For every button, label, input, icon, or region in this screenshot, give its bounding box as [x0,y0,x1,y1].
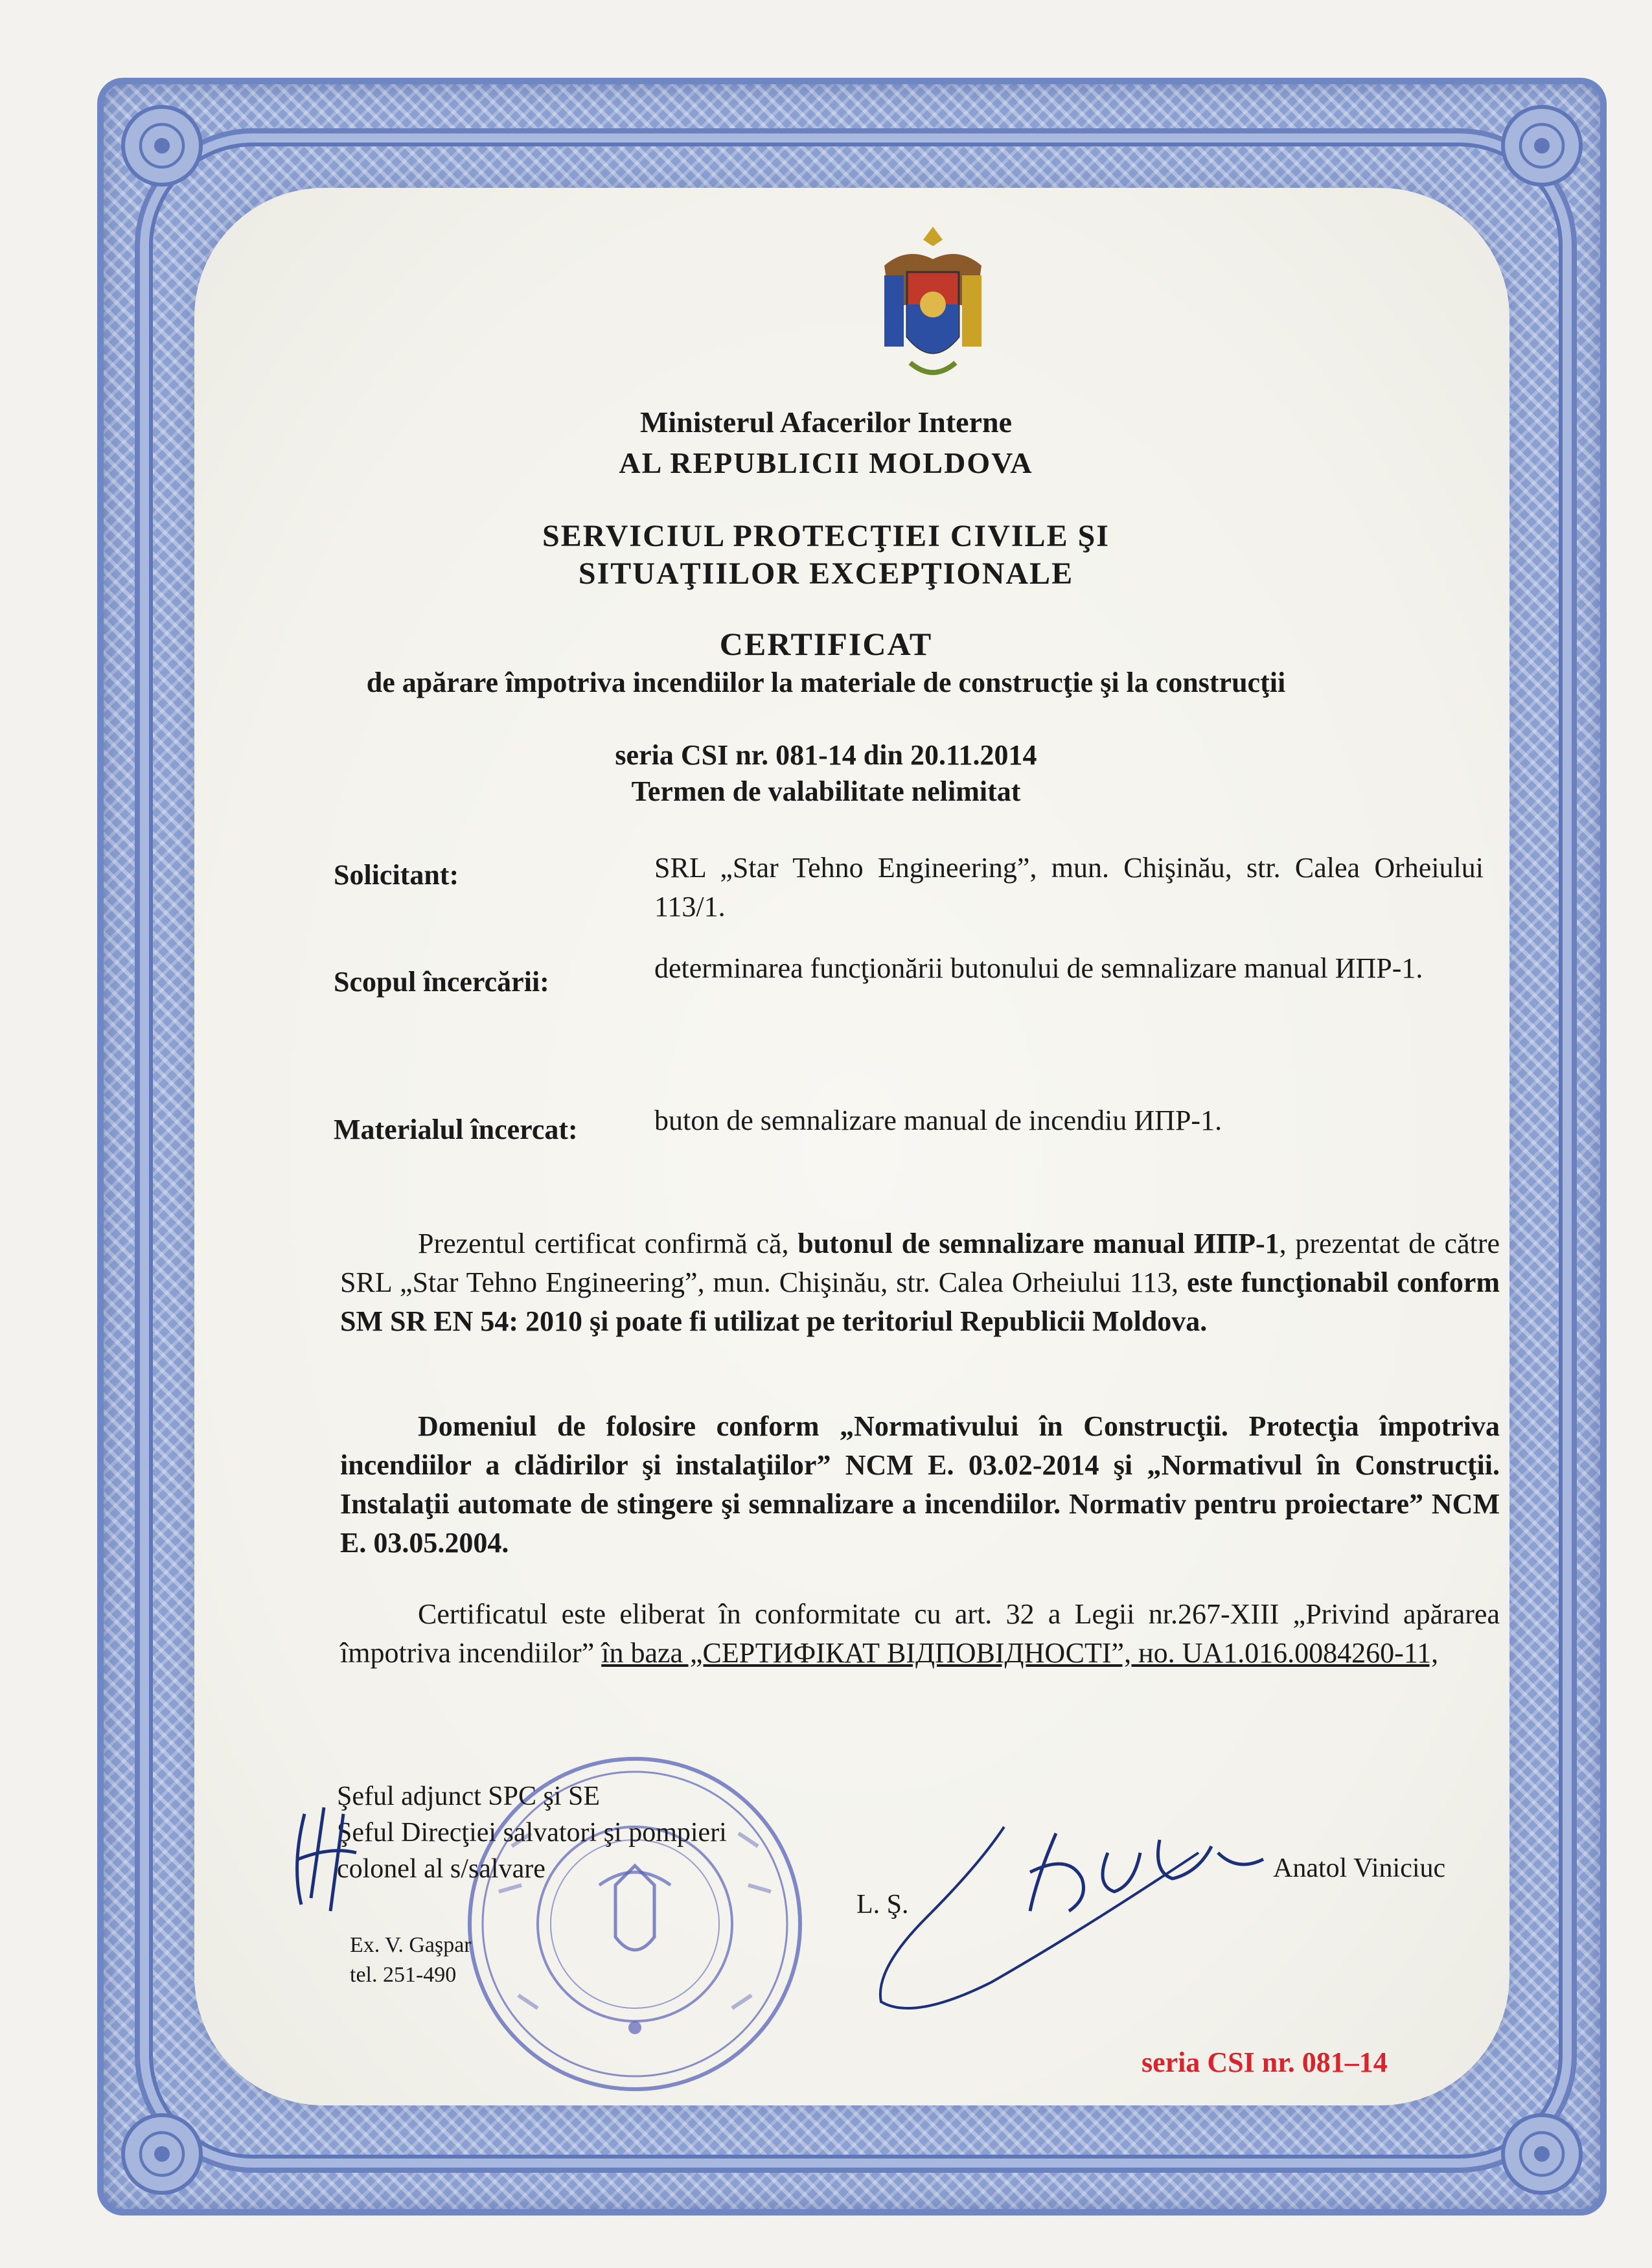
republic-title: AL REPUBLICII MOLDOVA [619,446,1033,479]
corner-ornament-icon [113,97,211,194]
certificate-series: seria CSI nr. 081-14 din 20.11.2014 [615,739,1037,771]
moldova-coat-of-arms-icon [871,214,994,395]
signer-name: Anatol Viniciuc [1273,1853,1446,1883]
corner-ornament-icon [1493,97,1590,194]
ministry-title: Ministerul Afacerilor Interne [639,406,1012,439]
signatory-line-1: Şeful adjunct SPC şi SE [337,1781,601,1811]
signatory-line-3: colonel al s/salvare [337,1854,545,1884]
purpose-value: determinarea funcţionării butonului de semnalizare manual ИПР-1. [654,952,1423,984]
executor-phone: tel. 251-490 [350,1963,457,1987]
applicant-label: Solicitant: [334,859,459,891]
red-series-number: seria CSI nr. 081–14 [1141,2046,1388,2078]
signatory-line-2: Şeful Direcţiei salvatori şi pompieri [337,1818,727,1848]
executor-info [350,1930,472,1990]
certificate-subtitle: de apărare împotriva incendiilor la materiale de construcţie şi la construcţii [366,667,1286,698]
corner-ornament-icon [113,2105,211,2203]
applicant-value: SRL „Star Tehno Engineering”, mun. Chişinău, str. Calea Orheiului 113/1. [654,852,1484,922]
certificate-title: CERTIFICAT [719,626,933,662]
usage-paragraph: Domeniul de folosire conform „Normativului în Construcţii. Protecţia împotriva incendiilor a clădirilor şi instalaţiilor” NCM E. 03.02-2014 şi „Normativul în Construcţii. Instalaţii automate de stingere şi semnalizare a incendiilor. Normativ pentru proiectare” NCM E. 03.05.2004. [340,1410,1500,1559]
signatory-titles [337,1778,727,1887]
service-title-line2: SITUAŢIILOR EXCEPŢIONALE [578,556,1074,591]
corner-ornament-icon [1493,2105,1590,2203]
ls-mark: L. Ş. [856,1890,909,1919]
confirmation-paragraph: Prezentul certificat confirmă că, butonul de semnalizare manual ИПР-1, prezentat de către SRL „Star Tehno Engineering”, mun. Chişinău, str. Calea Orheiului 113, este funcţionabil conform SM SR EN 54: 2010 şi poate fi utilizat pe teritoriul Republicii Moldova. [340,1228,1500,1337]
initials-signature [279,1788,376,1918]
material-label: Materialul încercat: [334,1114,578,1145]
purpose-label: Scopul încercării: [334,966,549,998]
handwritten-signature [836,1814,1328,2021]
basis-paragraph: Certificatul este eliberat în conformitate cu art. 32 a Legii nr.267-XIII „Privind apărarea împotriva incendiilor” în baza „СЕРТИФІКАТ ВІДПОВІДНОСТІ”, но. UA1.016.0084260-11, [340,1598,1500,1669]
material-value: buton de semnalizare manual de incendiu ИПР-1. [654,1105,1222,1136]
service-title-line1: SERVICIUL PROTECŢIEI CIVILE ŞI [542,519,1110,553]
certificate-validity: Termen de valabilitate nelimitat [631,775,1021,807]
executor-name: Ex. V. Gaşpar [350,1933,472,1957]
